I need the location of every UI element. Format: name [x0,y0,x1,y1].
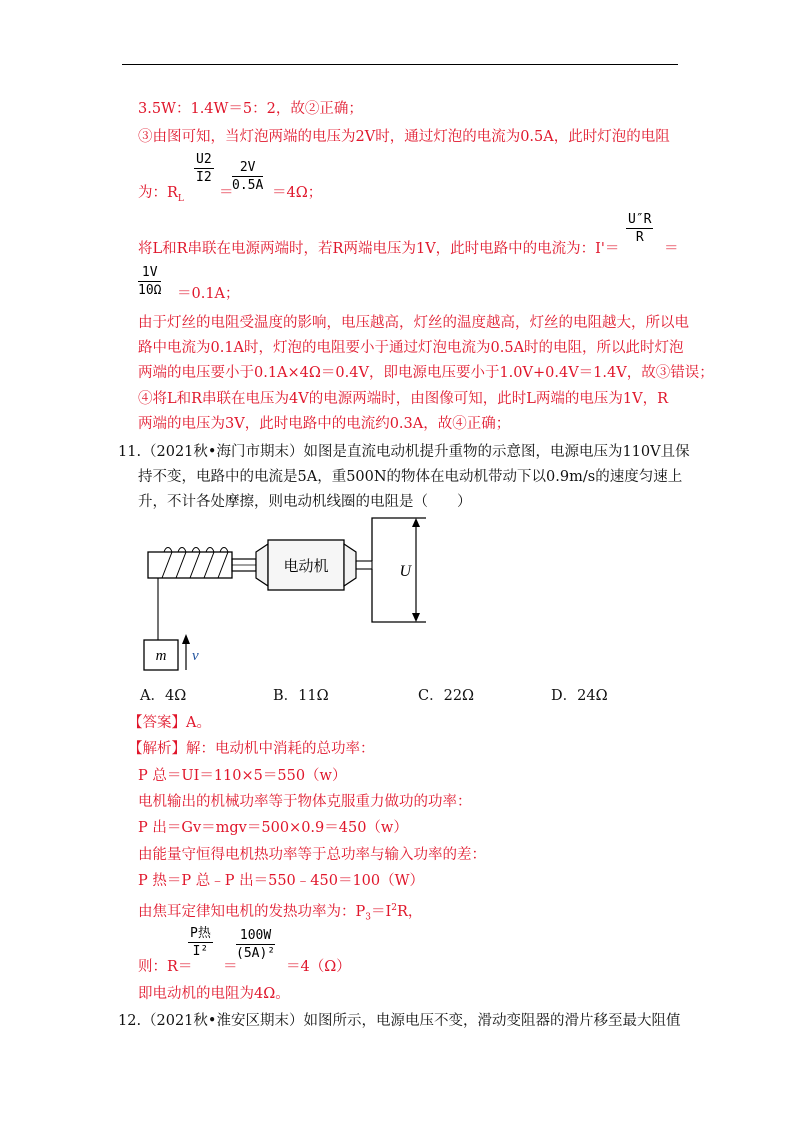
option-a: A．4Ω [140,688,187,704]
solution-line-1: 3.5W：1.4W＝5：2，故②正确； [138,101,363,117]
mass-label: m [155,648,167,664]
question-11-line-2: 持不变，电路中的电流是5A，重500N的物体在电动机带动下以0.9m/s的速度匀速上 [138,469,683,485]
analysis-line: 【解析】解：电动机中消耗的总功率： [128,741,375,757]
analysis-step-6: 由焦耳定律知电机的发热功率为：$P_3=I^2R$， [138,903,423,923]
solution-line-6: 由于灯丝的电阻受温度的影响，电压越高，灯丝的温度越高，灯丝的电阻越大，所以电 [138,315,689,331]
header-rule [122,64,678,65]
fraction-2v-05a: $\frac{2V}{0.5A}$ [232,160,264,193]
voltage-label: U [399,563,411,580]
motor-diagram [136,510,456,680]
analysis-conclusion: 即电动机的电阻为4Ω。 [138,986,290,1002]
velocity-label: v [192,648,199,664]
motor-label: 电动机 [283,558,329,575]
solution-line-4: 将L和R串联在电源两端时，若R两端电压为1V，此时电路中的电流为：I'＝ [138,241,620,257]
result-01a: ＝0.1A； [177,286,240,302]
fraction-u2-i2: $\frac{U2}{I2}$ [196,152,212,185]
fraction-1v-10ohm: $\frac{1V}{10\Omega}$ [138,265,162,298]
solution-line-10: 两端的电压为3V，此时电路中的电流约0.3A，故④正确； [138,416,511,432]
velocity-arrow [182,634,190,644]
analysis-step-3: P 出＝Gv＝mgv＝500×0.9＝450（w） [138,820,408,836]
solution-line-7: 路中电流为0.1A时，灯泡的电阻要小于通过灯泡电流为0.5A时的电阻，所以此时灯泡 [138,340,684,356]
analysis-step-4: 由能量守恒得电机热功率等于总功率与输入功率的差： [138,847,486,863]
solution-line-2: ③由图可知，当灯泡两端的电压为2V时，通过灯泡的电流为0.5A，此时灯泡的电阻 [138,129,670,145]
option-c: C．22Ω [418,688,475,704]
answer-line: 【答案】A。 [128,715,211,731]
fraction-ur-r: $\frac{U''R}{R}$ [628,212,652,245]
equals-1: ＝ [219,185,234,201]
analysis-step-7: 则：R＝ [138,959,193,975]
question-11-number: 11. [118,444,142,460]
fraction-100w-5a2: $\frac{100W}{\text{(5A)²}}$ [236,928,276,961]
option-d: D．24Ω [551,688,608,704]
option-b: B．11Ω [273,688,329,704]
equals-2: ＝ [664,241,679,257]
question-12-number: 12. [118,1013,142,1029]
analysis-step-2: 电机输出的机械功率等于物体克服重力做功的功率： [138,794,472,810]
solution-line-8: 两端的电压要小于0.1A×4Ω＝0.4V，即电源电压要小于1.0V+0.4V＝1.4V，故③错误； [138,365,714,381]
analysis-step-1: P 总＝UI＝110×5＝550（w） [138,768,347,784]
analysis-step-5: P 热＝P 总﹣P 出＝550﹣450＝100（W） [138,873,425,889]
result-4-ohm: ＝4（Ω） [286,959,351,975]
result-4ohm: ＝4Ω； [272,185,323,201]
question-11-line-3: 升，不计各处摩擦，则电动机线圈的电阻是（ ） [138,494,472,510]
solution-line-3: 为：$R_L$ [138,185,184,204]
equals-3: ＝ [223,959,238,975]
solution-line-9: ④将L和R串联在电压为4V的电源两端时，由图像可知，此时L两端的电压为1V，R [138,391,668,407]
question-12-line-1: （2021秋•淮安区期末）如图所示，电源电压不变，滑动变阻器的滑片移至最大阻值 [142,1013,681,1029]
question-11-line-1: （2021秋•海门市期末）如图是直流电动机提升重物的示意图，电源电压为110V且保 [142,444,690,460]
fraction-pheat-i2: P热 I² [190,926,211,959]
